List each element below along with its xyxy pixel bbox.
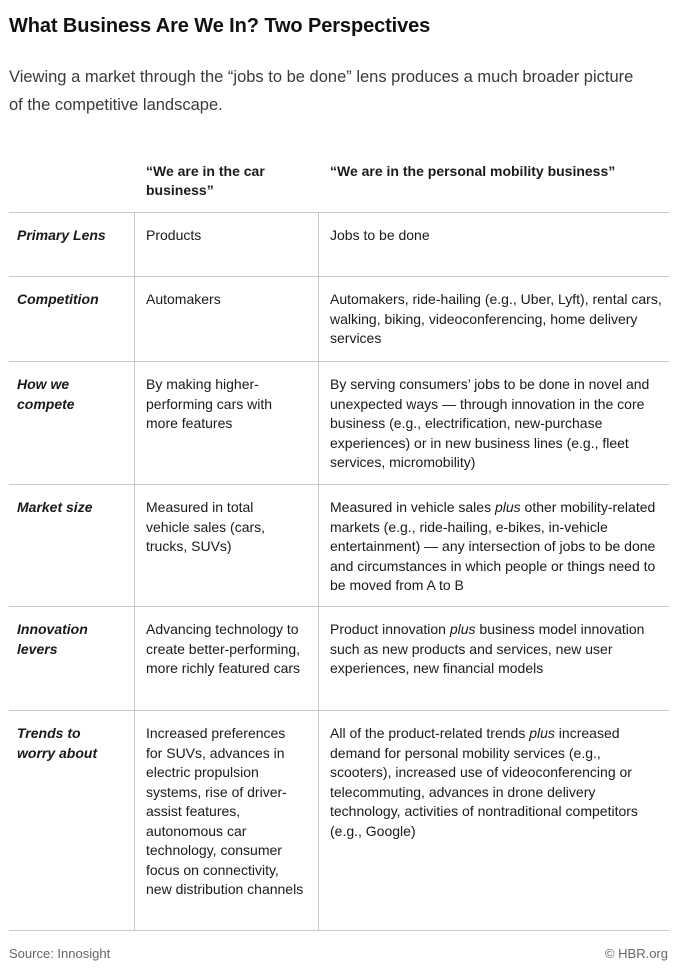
cell-text: Measured in vehicle sales [330, 499, 495, 515]
table-row-label: Primary Lens [17, 227, 106, 243]
cell-text: business model innovation such as new products and services, new user experiences, new financial models [330, 621, 645, 676]
column-divider [318, 212, 319, 931]
table-cell-mobility: Jobs to be done [330, 227, 430, 243]
cell-text: Product innovation [330, 621, 450, 637]
table-cell-mobility [330, 724, 666, 841]
column-divider [134, 212, 135, 931]
cell-text: other mobility-related markets (e.g., ride-hailing, e-bikes, in-vehicle entertainment) — any intersection of jobs to be done and circumstances in which people or things need to be moved from A to B [330, 499, 656, 593]
row-divider [9, 710, 669, 711]
row-divider [9, 361, 669, 362]
cell-emphasis: plus [529, 725, 555, 741]
page-title: What Business Are We In? Two Perspectives [9, 15, 431, 37]
table-cell-mobility: Automakers, ride-hailing (e.g., Uber, Lyft), rental cars, walking, biking, videoconferencing, home delivery services [330, 291, 662, 346]
table-row-label: Competition [17, 291, 99, 307]
row-divider [9, 212, 669, 213]
cell-emphasis: plus [449, 621, 476, 637]
table-cell-car: Advancing technology to create better-performing, more richly featured cars [146, 621, 301, 676]
table-cell-car: Measured in total vehicle sales (cars, trucks, SUVs) [146, 499, 266, 554]
row-divider [9, 484, 669, 485]
table-cell-car: Automakers [146, 291, 221, 307]
cell-text: increased demand for personal mobility services (e.g., scooters), increased use of videoconferencing or telecommuting, advances in drone delivery technology, activities of nontraditional competitors (e.g., Google) [330, 725, 638, 839]
cell-text: All of the product-related trends [330, 725, 530, 741]
table-row-label: Innovation levers [17, 621, 88, 657]
row-divider [9, 276, 669, 277]
table-row-label: Trends to worry about [17, 725, 98, 761]
row-divider [9, 930, 669, 931]
column-header-car: “We are in the car business” [146, 163, 265, 198]
table-row-label: How we compete [17, 376, 75, 412]
table-cell-mobility [330, 620, 666, 679]
page-subtitle: Viewing a market through the “jobs to be done” lens produces a much broader picture of the competitive landscape. [9, 68, 634, 114]
row-divider [9, 606, 669, 607]
column-header-mobility: “We are in the personal mobility business” [330, 163, 616, 179]
source-note: Source: Innosight [9, 946, 111, 961]
table-cell-car: Products [146, 227, 202, 243]
table-cell-mobility [330, 498, 666, 596]
table-cell-car: By making higher-performing cars with more features [146, 376, 273, 431]
cell-emphasis: plus [494, 499, 521, 515]
table-cell-mobility: By serving consumers’ jobs to be done in novel and unexpected ways — through innovation in the core business (e.g., electrification, new-purchase experiences) or in new business lines (e.g., fleet services, micromobility) [330, 376, 650, 470]
copyright-credit: © HBR.org [604, 946, 668, 961]
table-row-label: Market size [17, 499, 93, 515]
table-cell-car: Increased preferences for SUVs, advances in electric propulsion systems, rise of driver-assist features, autonomous car technology, consumer focus on connectivity, new distribution channels [146, 725, 304, 897]
